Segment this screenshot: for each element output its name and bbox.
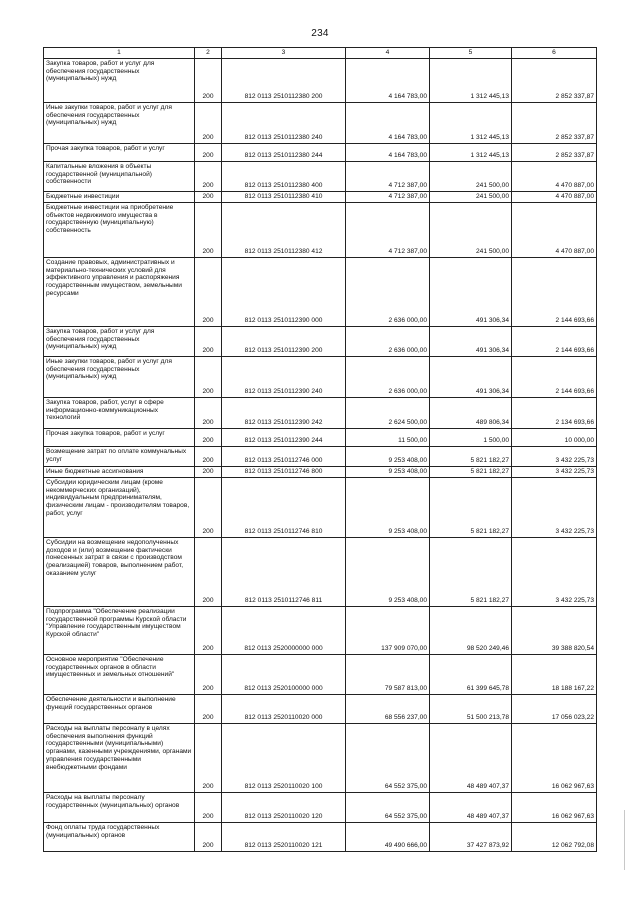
- row-line-code-cell: 200: [195, 357, 222, 398]
- row-executed-amount-cell: 1 500,00: [430, 429, 512, 447]
- row-executed-amount-cell: 5 821 182,27: [430, 467, 512, 478]
- row-remaining-amount-cell: 2 134 693,66: [512, 398, 597, 429]
- row-budget-code-cell: 812 0113 2520100000 000: [222, 655, 346, 695]
- row-budget-code-cell: 812 0113 2510112390 244: [222, 429, 346, 447]
- row-budget-code-cell: 812 0113 2520110020 120: [222, 793, 346, 823]
- row-executed-amount-cell: 37 427 873,92: [430, 823, 512, 852]
- row-line-code-cell: 200: [195, 655, 222, 695]
- row-name-cell: Подпрограмма "Обеспечение реализации государственной программы Курской области "Управление государственным имуществом Курской области": [44, 607, 195, 655]
- row-budget-code-cell: 812 0113 2520110020 121: [222, 823, 346, 852]
- row-name-cell: Создание правовых, административных и материально-технических условий для эффективного управления и распоряжения государственным имуществом, земельными ресурсами: [44, 258, 195, 327]
- column-header: 3: [222, 48, 346, 59]
- row-remaining-amount-cell: 2 144 693,66: [512, 357, 597, 398]
- row-remaining-amount-cell: 2 144 693,66: [512, 327, 597, 357]
- row-name-cell: Иные закупки товаров, работ и услуг для обеспечения государственных (муниципальных) нужд: [44, 103, 195, 144]
- row-line-code-cell: 200: [195, 447, 222, 467]
- row-remaining-amount-cell: 3 432 225,73: [512, 538, 597, 607]
- column-header: 5: [430, 48, 512, 59]
- row-remaining-amount-cell: 39 388 820,54: [512, 607, 597, 655]
- row-remaining-amount-cell: 3 432 225,73: [512, 478, 597, 538]
- row-approved-amount-cell: 4 164 783,00: [346, 103, 430, 144]
- row-remaining-amount-cell: 2 852 337,87: [512, 59, 597, 103]
- row-executed-amount-cell: 5 821 182,27: [430, 447, 512, 467]
- row-approved-amount-cell: 64 552 375,00: [346, 793, 430, 823]
- row-remaining-amount-cell: 2 852 337,87: [512, 144, 597, 162]
- row-approved-amount-cell: 4 164 783,00: [346, 59, 430, 103]
- row-approved-amount-cell: 4 712 387,00: [346, 162, 430, 192]
- row-line-code-cell: 200: [195, 258, 222, 327]
- table-row: [44, 467, 597, 478]
- row-executed-amount-cell: 241 500,00: [430, 192, 512, 203]
- row-budget-code-cell: 812 0113 2520110020 100: [222, 724, 346, 793]
- row-name-cell: Бюджетные инвестиции на приобретение объектов недвижимого имущества в государственную (муниципальную) собственность: [44, 203, 195, 258]
- row-line-code-cell: 200: [195, 607, 222, 655]
- row-remaining-amount-cell: 4 470 887,00: [512, 162, 597, 192]
- row-executed-amount-cell: 491 306,34: [430, 258, 512, 327]
- row-budget-code-cell: 812 0113 2510112746 000: [222, 447, 346, 467]
- row-line-code-cell: 200: [195, 478, 222, 538]
- row-approved-amount-cell: 9 253 408,00: [346, 447, 430, 467]
- table-row: [44, 823, 597, 852]
- column-header: 1: [44, 48, 195, 59]
- row-remaining-amount-cell: 10 000,00: [512, 429, 597, 447]
- row-line-code-cell: 200: [195, 429, 222, 447]
- table-row: [44, 258, 597, 327]
- row-approved-amount-cell: 79 587 813,00: [346, 655, 430, 695]
- row-name-cell: Бюджетные инвестиции: [44, 192, 195, 203]
- row-approved-amount-cell: 2 636 000,00: [346, 357, 430, 398]
- row-line-code-cell: 200: [195, 695, 222, 724]
- row-line-code-cell: 200: [195, 144, 222, 162]
- row-approved-amount-cell: 9 253 408,00: [346, 478, 430, 538]
- row-budget-code-cell: 812 0113 2510112746 800: [222, 467, 346, 478]
- row-remaining-amount-cell: 12 062 792,08: [512, 823, 597, 852]
- table-row: [44, 398, 597, 429]
- row-budget-code-cell: 812 0113 2510112390 240: [222, 357, 346, 398]
- row-executed-amount-cell: 5 821 182,27: [430, 478, 512, 538]
- table-row: [44, 59, 597, 103]
- row-remaining-amount-cell: 16 062 967,63: [512, 724, 597, 793]
- row-line-code-cell: 200: [195, 59, 222, 103]
- row-line-code-cell: 200: [195, 793, 222, 823]
- row-approved-amount-cell: 4 164 783,00: [346, 144, 430, 162]
- row-approved-amount-cell: 64 552 375,00: [346, 724, 430, 793]
- row-line-code-cell: 200: [195, 538, 222, 607]
- table-row: [44, 724, 597, 793]
- column-header: 2: [195, 48, 222, 59]
- table-row: [44, 103, 597, 144]
- row-executed-amount-cell: 1 312 445,13: [430, 103, 512, 144]
- row-name-cell: Иные закупки товаров, работ и услуг для обеспечения государственных (муниципальных) нужд: [44, 357, 195, 398]
- row-budget-code-cell: 812 0113 2520110020 000: [222, 695, 346, 724]
- column-number-header-row: [44, 48, 597, 59]
- row-executed-amount-cell: 5 821 182,27: [430, 538, 512, 607]
- row-executed-amount-cell: 51 500 213,78: [430, 695, 512, 724]
- row-executed-amount-cell: 61 399 645,78: [430, 655, 512, 695]
- row-approved-amount-cell: 9 253 408,00: [346, 538, 430, 607]
- column-header: 6: [512, 48, 597, 59]
- row-approved-amount-cell: 4 712 387,00: [346, 203, 430, 258]
- row-name-cell: Прочая закупка товаров, работ и услуг: [44, 144, 195, 162]
- row-remaining-amount-cell: 4 470 887,00: [512, 192, 597, 203]
- row-name-cell: Субсидии юридическим лицам (кроме некоммерческих организаций), индивидуальным предпринимателям, физическим лицам - производителям товаров, работ, услуг: [44, 478, 195, 538]
- table-row: [44, 357, 597, 398]
- row-budget-code-cell: 812 0113 2510112380 200: [222, 59, 346, 103]
- row-line-code-cell: 200: [195, 192, 222, 203]
- row-approved-amount-cell: 2 636 000,00: [346, 258, 430, 327]
- row-executed-amount-cell: 491 306,34: [430, 327, 512, 357]
- row-executed-amount-cell: 241 500,00: [430, 203, 512, 258]
- row-name-cell: Основное мероприятие "Обеспечение государственных органов в области имущественных и земельных отношений": [44, 655, 195, 695]
- row-name-cell: Возмещение затрат по оплате коммунальных услуг: [44, 447, 195, 467]
- table-row: [44, 162, 597, 192]
- row-line-code-cell: 200: [195, 467, 222, 478]
- row-executed-amount-cell: 241 500,00: [430, 162, 512, 192]
- row-name-cell: Закупка товаров, работ, услуг в сфере информационно-коммуникационных технологий: [44, 398, 195, 429]
- row-budget-code-cell: 812 0113 2510112380 412: [222, 203, 346, 258]
- table-row: [44, 538, 597, 607]
- row-approved-amount-cell: 49 490 666,00: [346, 823, 430, 852]
- row-executed-amount-cell: 491 306,34: [430, 357, 512, 398]
- row-approved-amount-cell: 68 556 237,00: [346, 695, 430, 724]
- row-remaining-amount-cell: 16 062 967,63: [512, 793, 597, 823]
- row-budget-code-cell: 812 0113 2510112380 400: [222, 162, 346, 192]
- row-line-code-cell: 200: [195, 398, 222, 429]
- row-name-cell: Закупка товаров, работ и услуг для обеспечения государственных (муниципальных) нужд: [44, 327, 195, 357]
- row-executed-amount-cell: 1 312 445,13: [430, 144, 512, 162]
- row-line-code-cell: 200: [195, 162, 222, 192]
- table-row: [44, 655, 597, 695]
- table-row: [44, 192, 597, 203]
- row-executed-amount-cell: 48 489 407,37: [430, 724, 512, 793]
- row-executed-amount-cell: 489 806,34: [430, 398, 512, 429]
- row-name-cell: Капитальные вложения в объекты государственной (муниципальной) собственности: [44, 162, 195, 192]
- row-name-cell: Расходы на выплаты персоналу государственных (муниципальных) органов: [44, 793, 195, 823]
- row-remaining-amount-cell: 3 432 225,73: [512, 467, 597, 478]
- row-remaining-amount-cell: 17 056 023,22: [512, 695, 597, 724]
- column-header: 4: [346, 48, 430, 59]
- table-row: [44, 793, 597, 823]
- table-row: [44, 144, 597, 162]
- row-budget-code-cell: 812 0113 2520000000 000: [222, 607, 346, 655]
- page-number: 234: [311, 28, 329, 39]
- row-budget-code-cell: 812 0113 2510112390 000: [222, 258, 346, 327]
- row-line-code-cell: 200: [195, 823, 222, 852]
- row-budget-code-cell: 812 0113 2510112746 811: [222, 538, 346, 607]
- row-budget-code-cell: 812 0113 2510112380 240: [222, 103, 346, 144]
- table-row: [44, 607, 597, 655]
- table-row: [44, 478, 597, 538]
- row-line-code-cell: 200: [195, 103, 222, 144]
- row-approved-amount-cell: 2 636 000,00: [346, 327, 430, 357]
- scan-edge-line: [624, 810, 625, 870]
- row-remaining-amount-cell: 3 432 225,73: [512, 447, 597, 467]
- row-remaining-amount-cell: 18 188 167,22: [512, 655, 597, 695]
- row-approved-amount-cell: 2 624 500,00: [346, 398, 430, 429]
- row-executed-amount-cell: 1 312 445,13: [430, 59, 512, 103]
- row-line-code-cell: 200: [195, 327, 222, 357]
- row-executed-amount-cell: 48 489 407,37: [430, 793, 512, 823]
- row-budget-code-cell: 812 0113 2510112746 810: [222, 478, 346, 538]
- row-line-code-cell: 200: [195, 724, 222, 793]
- row-approved-amount-cell: 137 909 070,00: [346, 607, 430, 655]
- row-budget-code-cell: 812 0113 2510112380 410: [222, 192, 346, 203]
- row-remaining-amount-cell: 2 852 337,87: [512, 103, 597, 144]
- row-remaining-amount-cell: 2 144 693,66: [512, 258, 597, 327]
- budget-execution-table: [43, 47, 597, 852]
- row-name-cell: Фонд оплаты труда государственных (муниципальных) органов: [44, 823, 195, 852]
- table-row: [44, 327, 597, 357]
- row-approved-amount-cell: 9 253 408,00: [346, 467, 430, 478]
- row-line-code-cell: 200: [195, 203, 222, 258]
- table-row: [44, 447, 597, 467]
- row-name-cell: Расходы на выплаты персоналу в целях обеспечения выполнения функций государственными (муниципальными) органами, казенными учреждениями, органами управления государственными внебюджетными фондами: [44, 724, 195, 793]
- row-name-cell: Закупка товаров, работ и услуг для обеспечения государственных (муниципальных) нужд: [44, 59, 195, 103]
- row-remaining-amount-cell: 4 470 887,00: [512, 203, 597, 258]
- table-row: [44, 429, 597, 447]
- row-budget-code-cell: 812 0113 2510112390 200: [222, 327, 346, 357]
- row-name-cell: Иные бюджетные ассигнования: [44, 467, 195, 478]
- table-row: [44, 695, 597, 724]
- row-name-cell: Субсидии на возмещение недополученных доходов и (или) возмещение фактически понесенных затрат в связи с производством (реализацией) товаров, выполнением работ, оказанием услуг: [44, 538, 195, 607]
- row-budget-code-cell: 812 0113 2510112390 242: [222, 398, 346, 429]
- row-approved-amount-cell: 11 500,00: [346, 429, 430, 447]
- row-approved-amount-cell: 4 712 387,00: [346, 192, 430, 203]
- row-executed-amount-cell: 98 520 249,46: [430, 607, 512, 655]
- row-name-cell: Обеспечение деятельности и выполнение функций государственных органов: [44, 695, 195, 724]
- row-name-cell: Прочая закупка товаров, работ и услуг: [44, 429, 195, 447]
- table-row: [44, 203, 597, 258]
- row-budget-code-cell: 812 0113 2510112380 244: [222, 144, 346, 162]
